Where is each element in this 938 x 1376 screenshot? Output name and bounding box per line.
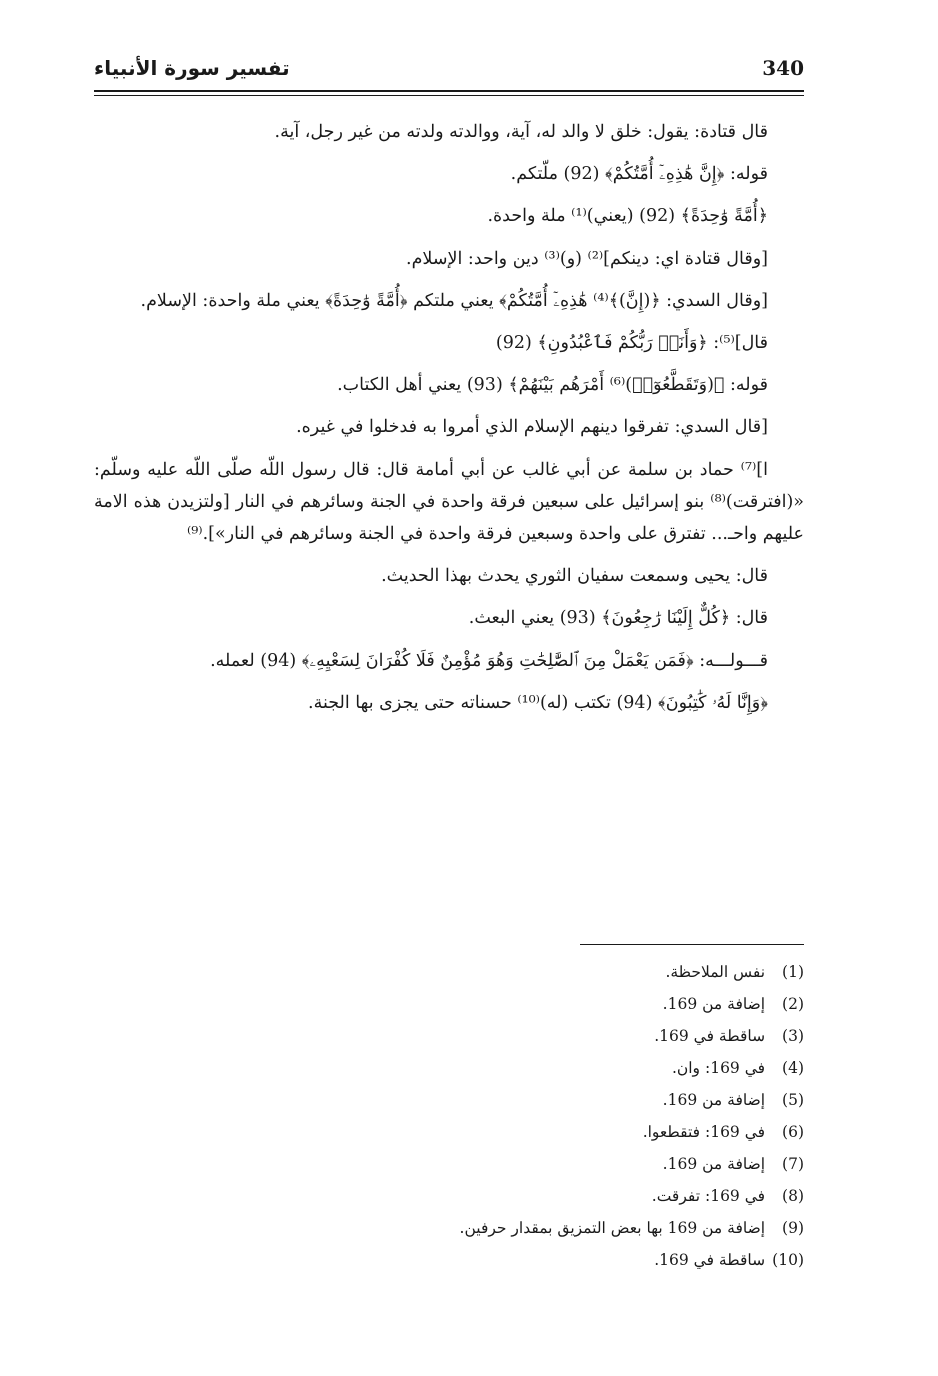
footnote-number: (6): [782, 1123, 804, 1141]
footnote-text: ساقطة في 169.: [654, 1027, 766, 1045]
footnote-item: [300, 956, 804, 988]
paragraph: ا]⁽⁷⁾ حماد بن سلمة عن أبي غالب عن أبي أمامة قال: قال رسول اللّه صلّى اللّه عليه وسلّم: «(افترقت)⁽⁸⁾ بنو إسرائيل على سبعين فرقة واحدة في الجنة وسائرهم في النار [ولتزيدن هذه الامة عليهم واحـ... تفترق على واحدة وسبعين فرقة واحدة في الجنة وسائرهم في النار»].⁽⁹⁾: [94, 459, 804, 545]
footnote-number: (8): [782, 1187, 804, 1205]
footnote-item: [300, 1180, 804, 1212]
footnote-number: (3): [782, 1027, 804, 1045]
header-rule-thin: [94, 95, 804, 96]
paragraph: [وقال السدي: ﴿(إِنَّ)﴾⁽⁴⁾ هَٰذِهِۦٓ أُمَّتُكُمْ﴾ يعني ملتكم ﴿أُمَّةً وَٰحِدَةً﴾ يعني ملة واحدة: الإسلام.: [140, 290, 768, 311]
header-rule-thick: [94, 90, 804, 92]
footnote-text: نفس الملاحظة.: [665, 963, 766, 981]
footnote-text: ساقطة في 169.: [654, 1251, 766, 1269]
paragraph: ﴿وَإِنَّا لَهُۥ كَٰتِبُونَ﴾ (94) تكتب (له)⁽¹⁰⁾ حسناته حتى يجزى بها الجنة.: [308, 692, 768, 713]
footnote-item: [300, 1052, 804, 1084]
footnote-item: [300, 1116, 804, 1148]
page-header: [94, 56, 804, 92]
paragraph: قـــولـــه: ﴿فَمَن يَعْمَلْ مِنَ ٱلصَّٰلِحَٰتِ وَهُوَ مُؤْمِنٌ فَلَا كُفْرَانَ لِسَعْيِهِۦ﴾ (94) لعمله.: [210, 650, 768, 671]
paragraph: قال: ﴿كُلٌّ إِلَيْنَا رَٰجِعُونَ﴾ (93) يعني البعث.: [468, 608, 768, 629]
footnote-text: إضافة من 169.: [662, 1091, 766, 1109]
paragraph: [قال السدي: تفرقوا دينهم الإسلام الذي أمروا به فدخلوا في غيره.: [296, 417, 768, 438]
footnotes: [300, 956, 804, 1276]
footnote-number: (10): [772, 1251, 804, 1269]
footnote-text: إضافة من 169 بها بعض التمزيق بمقدار حرفين.: [459, 1219, 766, 1237]
footnote-number: (5): [782, 1091, 804, 1109]
footnote-item: [300, 988, 804, 1020]
footnote-text: إضافة من 169.: [662, 995, 766, 1013]
footnote-item: [300, 1212, 804, 1244]
footnote-number: (7): [782, 1155, 804, 1173]
footnote-item: [300, 1244, 804, 1276]
page-number: 340: [762, 56, 804, 80]
footnote-number: (1): [782, 963, 804, 981]
paragraph: قال: يحيى وسمعت سفيان الثوري يحدث بهذا الحديث.: [381, 566, 768, 587]
footnote-item: [300, 1148, 804, 1180]
paragraph: قوله: ﴿(وَتَقَطَّعُوٓا۟)⁽⁶⁾ أَمْرَهُم بَيْنَهُمْ﴾ (93) يعني أهل الكتاب.: [337, 375, 768, 396]
footnote-text: في 169: وان.: [671, 1059, 766, 1077]
paragraph: ﴿أُمَّةً وَٰحِدَةً﴾ (92) (يعني)⁽¹⁾ ملة واحدة.: [487, 206, 768, 227]
main-text: [94, 116, 804, 729]
paragraph: [وقال قتادة اي: دينكم]⁽²⁾ (و)⁽³⁾ دين واحد: الإسلام.: [406, 248, 768, 269]
footnote-number: (2): [782, 995, 804, 1013]
paragraph: قوله: ﴿إِنَّ هَٰذِهِۦٓ أُمَّتُكُمْ﴾ (92) ملّتكم.: [510, 164, 768, 185]
footnote-number: (4): [782, 1059, 804, 1077]
footnote-text: في 169: تفرقت.: [651, 1187, 766, 1205]
running-title: تفسير سورة الأنبياء: [94, 56, 290, 80]
footnote-separator: [580, 944, 804, 945]
paragraph: قال]⁽⁵⁾: ﴿وَأَنَا۠ رَبُّكُمْ فَٱعْبُدُونِ﴾ (92): [495, 333, 768, 354]
footnote-text: في 169: فتقطعوا.: [642, 1123, 766, 1141]
paragraph: قال قتادة: يقول: خلق لا والد له، آية، ووالدته ولدته من غير رجل، آية.: [274, 122, 768, 142]
footnote-item: [300, 1084, 804, 1116]
footnote-text: إضافة من 169.: [662, 1155, 766, 1173]
footnote-number: (9): [782, 1219, 804, 1237]
footnote-item: [300, 1020, 804, 1052]
